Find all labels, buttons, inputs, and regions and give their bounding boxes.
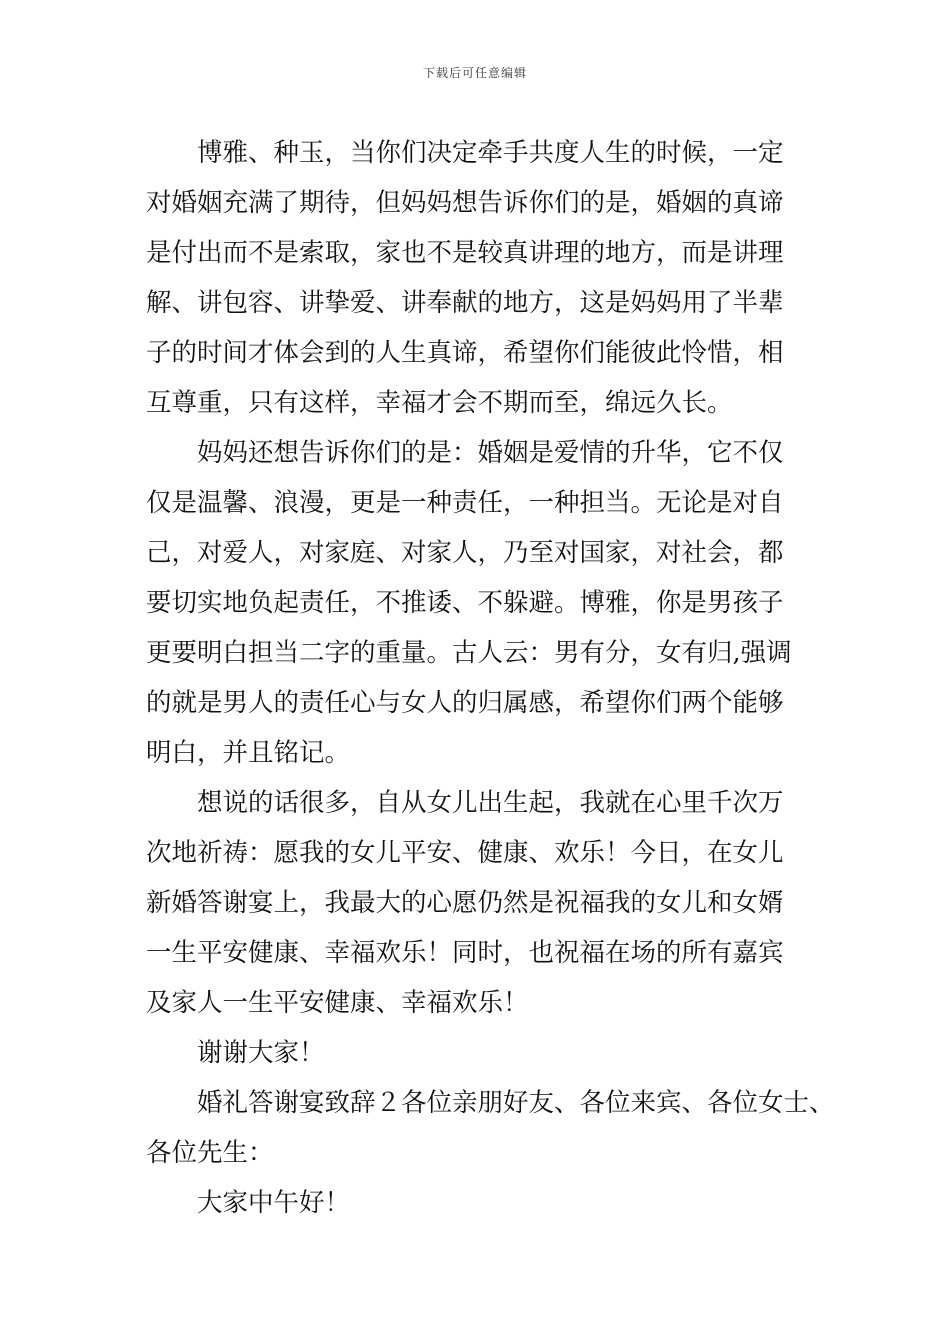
paragraph-line: 妈妈还想告诉你们的是：婚姻是爱情的升华，它不仅 [197, 438, 784, 468]
paragraph-line: 己，对爱人，对家庭、对家人，乃至对国家，对社会，都 [146, 538, 784, 568]
header-note: 下载后可任意编辑 [422, 66, 527, 80]
paragraph-line: 大家中午好！ [197, 1188, 351, 1218]
paragraph-line: 解、讲包容、讲挚爱、讲奉献的地方，这是妈妈用了半辈 [146, 288, 784, 318]
paragraph-line: 博雅、种玉，当你们决定牵手共度人生的时候，一定 [197, 138, 784, 168]
paragraph-line: 明白，并且铭记。 [146, 738, 351, 768]
paragraph-line: 仅是温馨、浪漫，更是一种责任，一种担当。无论是对自 [146, 488, 784, 518]
paragraph-line: 的就是男人的责任心与女人的归属感，希望你们两个能够 [146, 688, 784, 718]
paragraph-line: 更要明白担当二字的重量。古人云：男有分，女有归,强调 [146, 638, 792, 668]
document-body [146, 128, 835, 1228]
paragraph-line: 各位先生： [146, 1138, 274, 1168]
paragraph-line: 互尊重，只有这样，幸福才会不期而至，绵远久长。 [146, 388, 733, 418]
paragraph-line: 婚礼答谢宴致辞２各位亲朋好友、各位来宾、各位女士、 [197, 1088, 835, 1118]
paragraph-line: 一生平安健康、幸福欢乐！同时，也祝福在场的所有嘉宾 [146, 938, 784, 968]
paragraph-line: 对婚姻充满了期待，但妈妈想告诉你们的是，婚姻的真谛 [146, 188, 784, 218]
paragraph-line: 子的时间才体会到的人生真谛，希望你们能彼此怜惜，相 [146, 338, 784, 368]
paragraph-line: 要切实地负起责任，不推诿、不躲避。博雅，你是男孩子 [146, 588, 784, 618]
paragraph-line: 及家人一生平安健康、幸福欢乐！ [146, 988, 529, 1018]
paragraph-line: 想说的话很多，自从女儿出生起，我就在心里千次万 [197, 788, 784, 818]
paragraph-line: 是付出而不是索取，家也不是较真讲理的地方，而是讲理 [146, 238, 784, 268]
paragraph-line: 次地祈祷：愿我的女儿平安、健康、欢乐！今日，在女儿 [146, 838, 784, 868]
paragraph-line: 新婚答谢宴上，我最大的心愿仍然是祝福我的女儿和女婿 [146, 888, 784, 918]
paragraph-line: 谢谢大家！ [197, 1038, 325, 1068]
